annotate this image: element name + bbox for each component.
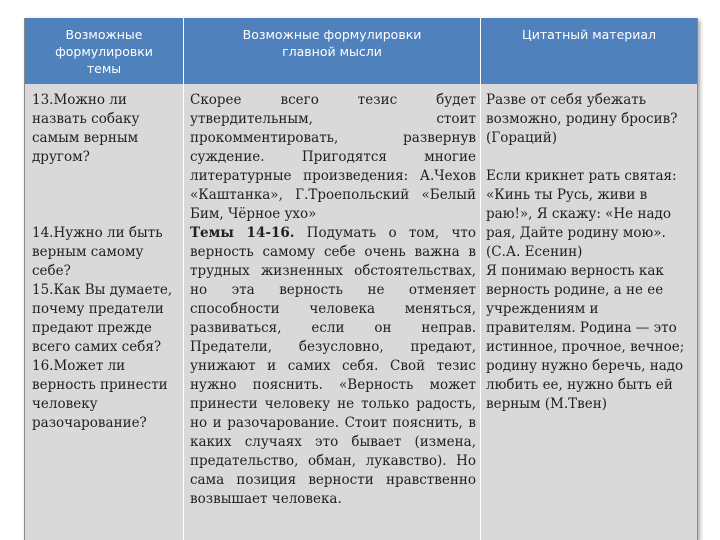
main-idea-paragraph-2-text: Подумать о том, что верность самому себе очень важна в трудных жизненных обстоятельствах, но эта верность не отменяет способности человека меняться, развиваться, если он неправ. Предатели, безусловно, предают, унижают и самих себя. Свой тезис нужно пояснить. «Верность может принести человеку не только радость, но и разочарование. Стоит пояснить, в каких случаях это бывает (измена, предательство, обман, лукавство). Но сама позиция верности нравственно возвышает человека. xyxy=(190,225,476,507)
column-divider xyxy=(480,84,481,540)
header-topics-label: Возможные формулировки темы xyxy=(55,27,153,76)
topic-14: 14.Нужно ли быть верным самому себе? xyxy=(32,225,163,279)
topic-16: 16.Может ли верность принести человеку разочарование? xyxy=(32,358,168,431)
content-table xyxy=(24,18,698,540)
header-topics xyxy=(25,18,183,84)
topic-15: 15.Как Вы думаете, почему предатели предают прежде всего самих себя? xyxy=(32,282,173,355)
topics-label: Темы 14-16. xyxy=(190,225,295,241)
topics-column xyxy=(32,84,180,433)
column-divider xyxy=(183,84,184,540)
main-idea-paragraph-2 xyxy=(190,224,476,509)
header-quotes-label: Цитатный материал xyxy=(522,27,656,42)
quote-twain: Я понимаю верность как верность родине, а не ее учреждениям и правителям. Родина — это истинное, прочное, вечное; родину нужно беречь, надо любить ее, нужно быть ей верным (М.Твен) xyxy=(486,263,685,412)
header-quotes xyxy=(481,18,697,84)
header-main-idea xyxy=(184,18,480,84)
quote-yesenin: Если крикнет рать святая: «Кинь ты Русь, живи в раю!», Я скажу: «Не надо рая, Дайте родину мою».(С.А. Есенин) xyxy=(486,168,677,260)
topic-13: 13.Можно ли назвать собаку самым верным другом? xyxy=(32,92,140,165)
header-main-idea-label: Возможные формулировки главной мысли xyxy=(242,27,422,59)
quote-horace: Разве от себя убежать возможно, родину бросив? (Гораций) xyxy=(486,92,678,146)
table-header xyxy=(25,18,697,84)
main-idea-column xyxy=(190,84,476,509)
quotes-column xyxy=(486,84,690,414)
main-idea-paragraph-1: Скорее всего тезис будет утвердительным, стоит прокомментировать, развернув суждение. Пригодятся многие литературные произведения: А.Чехов «Каштанка», Г.Троепольский «Белый Бим, Чёрное ухо» xyxy=(190,92,476,222)
